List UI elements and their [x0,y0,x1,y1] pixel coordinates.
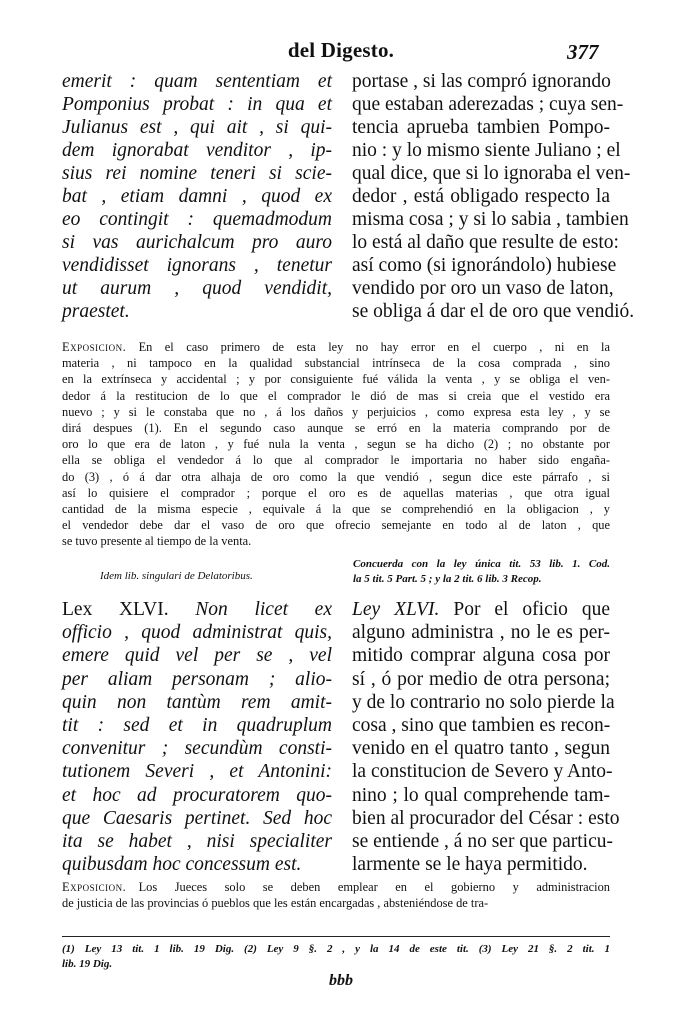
exposicion-text: Los Jueces solo se deben emplear en el gobierno y administracion [138,880,610,894]
latin-first-line [62,598,332,621]
exposicion-line [62,420,610,436]
latin-line: dem ignorabat venditor , ip- [62,140,332,161]
spanish-line: misma cosa ; y si lo sabia , tambien [352,209,629,230]
exposicion-text: do (3) , ó á dar otra alhaja de oro como la que vendió , segun dice este párrafo , si [62,469,610,484]
exposicion-line [62,895,610,911]
spanish-line: bien al procurador del César : esto [352,807,620,829]
spanish-line: nio : y lo mismo siente Juliano ; el [352,140,621,161]
exposicion-line [62,501,610,517]
exposicion-label: Exposicion. [62,340,127,354]
exposicion-line [62,436,610,452]
exposicion-text: dedor á la restitucion de lo que el comprador le dió de mas si creia que el vestido era [62,388,610,403]
latin-line: ita se habet , nisi specialiter [62,830,332,852]
latin-line: que Caesaris pertinet. Sed hoc [62,807,332,829]
exposicion-text: ella se obliga el vendedor á lo que al comprador le importaria no haber sido engaña- [62,453,610,468]
exposicion-text: en la extrínseca y accidental ; y por consiguiente fué válida la venta , y se obliga el ven- [62,372,610,387]
law-heading: Ley XLVI. [352,599,440,620]
exposicion-text: así lo quisiere el comprador ; porque el oro es de aquellas materias , que otra igual [62,485,610,500]
exposicion-text: cantidad de la misma especie , equivale á la que se comprehendió en la obligacion , y [62,501,610,516]
spanish-line: que estaban aderezadas ; cuya sen- [352,94,624,115]
latin-line: si vas aurichalcum pro auro [62,232,332,253]
exposicion-line [62,452,610,468]
exposicion-text: de justicia de las provincias ó pueblos que les están encargadas , absteniéndose de tra- [62,896,489,911]
exposicion-line [62,485,610,501]
exposicion-text: oro lo que era de laton , y fué nula la venta , segun se ha dicho (2) ; no obstante por [62,437,610,452]
exposicion-line [62,533,610,549]
law-text: Por el oficio que [453,599,611,620]
footnote-rule [62,936,610,937]
exposicion-label: Exposicion. [62,880,127,894]
exposicion-paragraph-2 [62,879,610,911]
exposicion-text: el vendedor debe dar el vaso de oro que ofrecio semejante en todo al de laton , que [62,518,610,533]
spanish-line: venido en el quatro tanto , segun [352,738,610,760]
spanish-line: portase , si las compró ignorando [352,71,611,92]
spanish-line: qual dice, que si lo ignoraba el ven- [352,163,631,184]
exposicion-line [62,371,610,387]
spanish-line: mitido comprar alguna cosa por [352,645,610,667]
latin-line: per aliam personam ; alio- [62,668,332,690]
latin-text-column-2 [62,598,332,876]
law-heading: Lex XLVI. [62,599,169,620]
exposicion-text: materia , ni tampoco en la qualidad substancial intrínseca de la cosa comprada , sino [62,356,610,371]
spanish-line: cosa , sino que tambien es recon- [352,714,611,736]
exposicion-text: En el caso primero de esta ley no hay error en el cuerpo , ni en la [138,340,610,354]
spanish-first-line [352,598,610,621]
law-text: Non licet ex [195,599,332,620]
spanish-line: lo está al daño que resulte de esto: [352,232,619,253]
spanish-line: nino ; lo qual comprehende tam- [352,784,610,806]
latin-line: vendidisset ignorans , tenetur [62,255,332,276]
concordance-note [353,557,610,587]
spanish-line: dedor , está obligado respecto la [352,186,610,207]
concordance-line: la 5 tit. 5 Part. 5 ; y la 2 tit. 6 lib. 3 Recop. [353,573,542,585]
latin-line: convenitur ; secundùm consti- [62,738,332,760]
footnotes [62,942,610,972]
spanish-text-column-2 [352,598,620,876]
exposicion-line [62,404,610,420]
exposicion-text: nuevo ; y si le constaba que no , á los daños y perjuicios , como expresa esta ley , y se [62,404,610,419]
spanish-line: y de lo contrario no solo pierde la [352,691,615,713]
running-head: del Digesto. [287,38,395,62]
spanish-line: la constitucion de Severo y Anto- [352,761,613,783]
latin-line: officio , quod administrat quis, [62,622,332,644]
exposicion-line [62,339,610,355]
latin-line: tutionem Severi , et Antonini: [62,761,332,783]
spanish-line: se entiende , á no ser que particu- [352,830,613,852]
spanish-line: se obliga á dar el de oro que vendió. [352,301,635,322]
latin-text-column-1 [62,70,332,323]
exposicion-line [62,517,610,533]
latin-line: bat , etiam damni , quod ex [62,186,332,207]
latin-line: et hoc ad procuratorem quo- [62,784,332,806]
attribution-text: Idem lib. singulari de Delatoribus. [100,570,253,582]
latin-line: quin non tantùm rem amit- [62,691,332,713]
spanish-line: larmente se le haya permitido. [352,854,588,876]
exposicion-paragraph-1 [62,339,610,549]
exposicion-line [62,469,610,485]
latin-line: Pomponius probat : in qua et [62,94,332,115]
footnote-line: lib. 19 Dig. [62,958,113,970]
latin-line: emerit : quam sententiam et [62,71,332,92]
source-attribution [100,570,300,582]
latin-line: quibusdam hoc concessum est. [62,854,302,876]
spanish-line: vendido por oro un vaso de laton, [352,278,614,299]
latin-line: Julianus est , qui ait , si qui- [62,117,332,138]
spanish-text-column-1 [352,70,635,323]
spanish-line: así como (si ignorándolo) hubiese [352,255,617,276]
exposicion-line [62,355,610,371]
exposicion-line [62,879,610,895]
latin-line: praestet. [62,301,130,322]
latin-line: tit : sed et in quadruplum [62,714,332,736]
concordance-line: Concuerda con la ley única tit. 53 lib. 1. Cod. [353,558,610,570]
latin-line: emere quid vel per se , vel [62,645,332,667]
latin-line: eo contingit : quemadmodum [62,209,332,230]
spanish-line: alguno administra , no le es per- [352,622,610,644]
exposicion-line [62,388,610,404]
latin-line: ut aurum , quod vendidit, [62,278,332,299]
spanish-line: tencia aprueba tambien Pompo- [352,117,610,138]
page-number: 377 [567,40,599,64]
signature-mark: bbb [329,972,353,989]
exposicion-text: se tuvo presente al tiempo de la venta. [62,534,252,549]
footnote-line: (1) Ley 13 tit. 1 lib. 19 Dig. (2) Ley 9 §. 2 , y la 14 de este tit. (3) Ley 21 §. 2 tit. 1 [62,943,610,955]
latin-line: sius rei nomine teneri si scie- [62,163,332,184]
spanish-line: sí , ó por medio de otra persona; [352,668,610,690]
exposicion-text: dirá despues (1). En el segundo caso aunque se erró en la materia comprando por de [62,420,610,435]
